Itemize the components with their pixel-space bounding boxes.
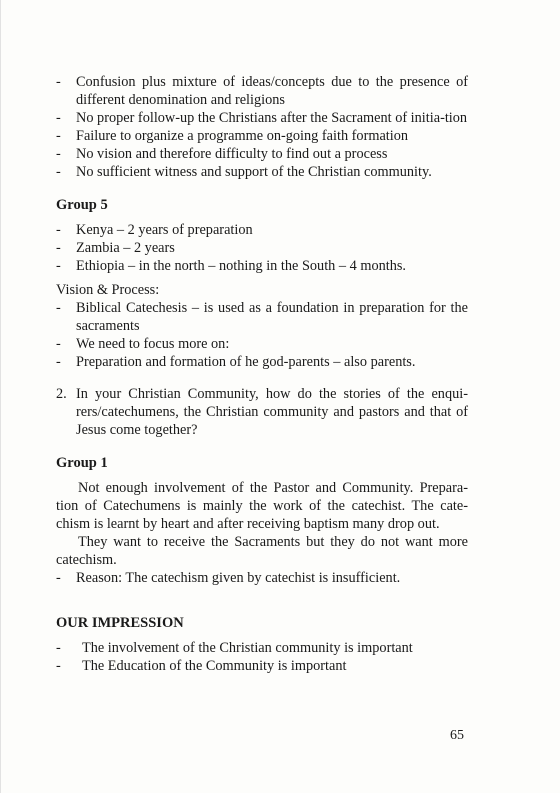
impression-heading: OUR IMPRESSION bbox=[56, 615, 184, 631]
list-item: - No vision and therefore difficulty to find out a process bbox=[56, 146, 388, 162]
list-item: - Confusion plus mixture of ideas/concepts due to the presence of different denomination and religions bbox=[56, 74, 468, 108]
list-item: - Failure to organize a programme on-going faith formation bbox=[56, 128, 409, 144]
page-content bbox=[56, 73, 468, 675]
list-item-text: Ethiopia – in the north – nothing in the South – 4 months. bbox=[76, 258, 407, 274]
reason-item: - Reason: The catechism given by catechist is insufficient. bbox=[56, 570, 401, 586]
list-item-text: Zambia – 2 years bbox=[76, 240, 175, 256]
question-item bbox=[56, 385, 468, 439]
vision-list bbox=[56, 299, 468, 371]
list-item-text: Failure to organize a programme on-going faith formation bbox=[76, 128, 409, 144]
list-item: - Kenya – 2 years of preparation bbox=[56, 222, 253, 238]
list-item-text: The involvement of the Christian community is important bbox=[82, 640, 413, 656]
question-number: 2. bbox=[56, 386, 67, 402]
group5-list bbox=[56, 221, 468, 275]
group5-heading: Group 5 bbox=[56, 197, 108, 213]
list-item-text: No proper follow-up the Christians after the Sacrament of initia-tion bbox=[76, 110, 468, 126]
page-number: 65 bbox=[450, 728, 464, 743]
list-item-text: Kenya – 2 years of preparation bbox=[76, 222, 253, 238]
top-list bbox=[56, 73, 468, 181]
list-item-text: No sufficient witness and support of the Christian community. bbox=[76, 164, 432, 180]
reason-text: Reason: The catechism given by catechist is insufficient. bbox=[76, 570, 401, 586]
list-item-text: Preparation and formation of he god-parents – also parents. bbox=[76, 354, 416, 370]
group1-paragraph-2: They want to receive the Sacraments but they do not want more catechism. bbox=[56, 534, 468, 568]
list-item-text: We need to focus more on: bbox=[76, 336, 230, 352]
group1-paragraph-1: Not enough involvement of the Pastor and Community. Prepara-tion of Catechumens is mainly the work of the catechist. The cate-chism is learnt by heart and after receiving baptism many drop out. bbox=[56, 480, 468, 532]
vision-label: Vision & Process: bbox=[56, 282, 160, 298]
list-item-text: Biblical Catechesis – is used as a foundation in preparation for the sacraments bbox=[76, 300, 468, 334]
list-item-text: The Education of the Community is important bbox=[82, 658, 347, 674]
list-item-text: No vision and therefore difficulty to find out a process bbox=[76, 146, 388, 162]
impression-list bbox=[56, 639, 468, 675]
list-item: - No sufficient witness and support of the Christian community. bbox=[56, 164, 432, 180]
list-item: - Preparation and formation of he god-parents – also parents. bbox=[56, 354, 416, 370]
list-item: - No proper follow-up the Christians after the Sacrament of initia-tion bbox=[56, 110, 468, 126]
group1-heading: Group 1 bbox=[56, 455, 108, 471]
list-item: - Ethiopia – in the north – nothing in the South – 4 months. bbox=[56, 258, 407, 274]
list-item: - The Education of the Community is important bbox=[56, 658, 347, 674]
list-item: - The involvement of the Christian community is important bbox=[56, 640, 413, 656]
list-item-text: Confusion plus mixture of ideas/concepts due to the presence of different denomination and religions bbox=[76, 74, 468, 108]
list-item: - We need to focus more on: bbox=[56, 336, 230, 352]
list-item: - Biblical Catechesis – is used as a foundation in preparation for the sacraments bbox=[56, 300, 468, 334]
question-text: In your Christian Community, how do the stories of the enqui-rers/catechumens, the Christian community and pastors and that of Jesus come together? bbox=[76, 386, 468, 438]
list-item: - Zambia – 2 years bbox=[56, 240, 175, 256]
